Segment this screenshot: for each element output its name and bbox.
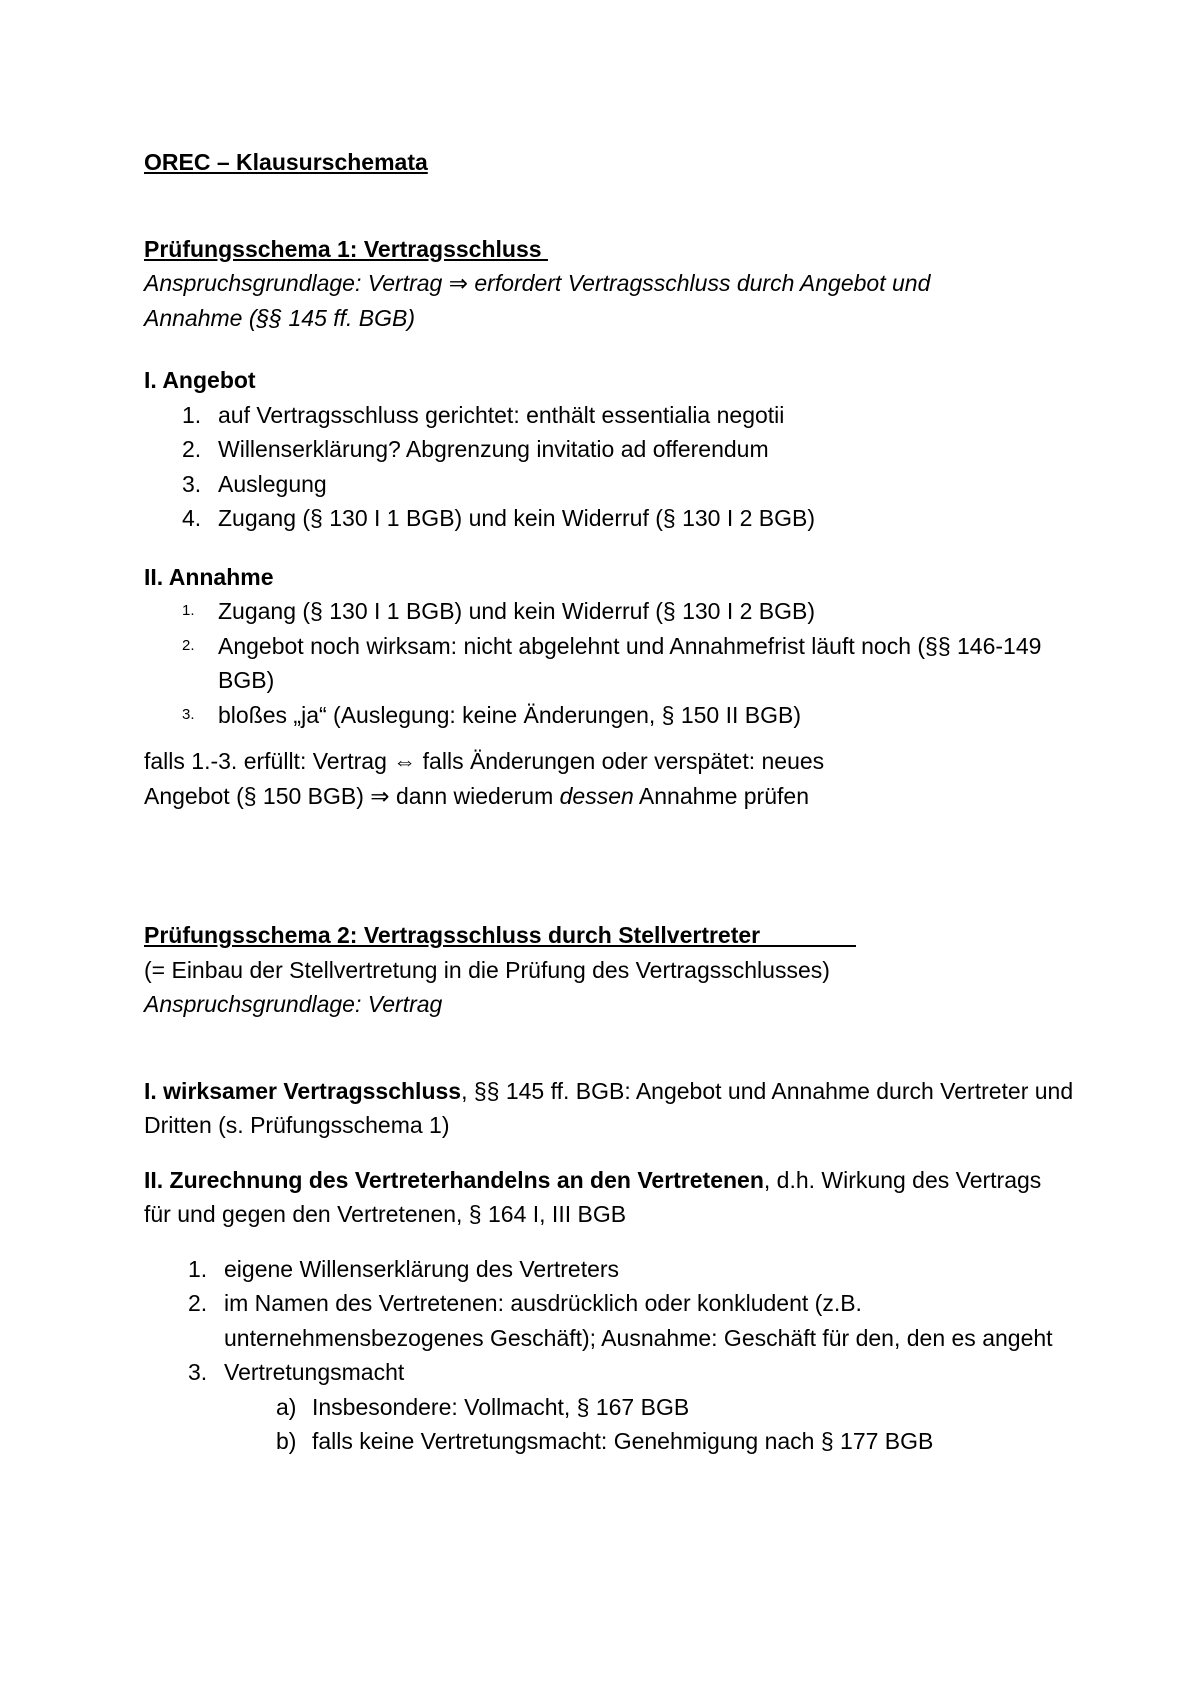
schema1-basis-line1: Anspruchsgrundlage: Vertrag ⇒ erfordert Vertragsschluss durch Angebot und xyxy=(144,270,931,296)
schema1-heading: Prüfungsschema 1: Vertragsschluss xyxy=(144,235,548,262)
zurechnung-list xyxy=(144,1252,1074,1390)
schema2-section1: I. wirksamer Vertragsschluss, §§ 145 ff. BGB: Angebot und Annahme durch Vertreter und Dritten (s. Prüfungsschema 1) xyxy=(144,1077,1074,1138)
list-item: 1. auf Vertragsschluss gerichtet: enthält essentialia negotii xyxy=(182,401,785,428)
schema1-basis-line2: Annahme (§§ 145 ff. BGB) xyxy=(144,304,416,331)
list-item: 1. eigene Willenserklärung des Vertreters xyxy=(188,1255,620,1282)
list-item: 3. bloßes „ja“ (Auslegung: keine Änderungen, § 150 II BGB) xyxy=(182,701,802,728)
schema2-basis: Anspruchsgrundlage: Vertrag xyxy=(144,991,443,1017)
document-title: OREC – Klausurschemata xyxy=(144,149,428,175)
list-item: 2. im Namen des Vertretenen: ausdrücklich oder konkludent (z.B. unternehmensbezogenes Geschäft); Ausnahme: Geschäft für den, den es angeht xyxy=(188,1290,1053,1351)
schema2-heading: Prüfungsschema 2: Vertragsschluss durch Stellvertreter xyxy=(144,922,856,948)
list-item: 4. Zugang (§ 130 I 1 BGB) und kein Widerruf (§ 130 I 2 BGB) xyxy=(182,505,816,531)
schema1-conclusion-line1: falls 1.-3. erfüllt: Vertrag ⇔ falls Änderungen oder verspätet: neues xyxy=(144,748,825,774)
list-item: b) falls keine Vertretungsmacht: Genehmigung nach § 177 BGB xyxy=(276,1428,934,1454)
angebot-heading: I. Angebot xyxy=(144,367,256,393)
list-item: 3. Vertretungsmacht xyxy=(188,1359,405,1385)
list-item: a) Insbesondere: Vollmacht, § 167 BGB xyxy=(276,1393,690,1420)
schema2-subtitle: (= Einbau der Stellvertretung in die Prüfung des Vertragsschlusses) xyxy=(144,956,830,983)
schema2-section2: II. Zurechnung des Vertreterhandelns an den Vertretenen, d.h. Wirkung des Vertrags für und gegen den Vertretenen, § 164 I, III BGB xyxy=(144,1166,1042,1227)
list-item: 2. Willenserklärung? Abgrenzung invitatio ad offerendum xyxy=(182,436,769,462)
vertretungsmacht-sublist xyxy=(144,1390,1074,1459)
angebot-list xyxy=(144,398,1074,536)
list-item: 3. Auslegung xyxy=(182,470,327,497)
schema1-conclusion-line2: Angebot (§ 150 BGB) ⇒ dann wiederum dessen Annahme prüfen xyxy=(144,782,809,809)
list-item: 1. Zugang (§ 130 I 1 BGB) und kein Widerruf (§ 130 I 2 BGB) xyxy=(182,598,816,624)
annahme-heading: II. Annahme xyxy=(144,563,274,590)
list-item: 2. Angebot noch wirksam: nicht abgelehnt und Annahmefrist läuft noch (§§ 146-149 BGB) xyxy=(182,632,1042,693)
annahme-list xyxy=(144,594,1074,732)
document-page xyxy=(144,145,1074,1459)
